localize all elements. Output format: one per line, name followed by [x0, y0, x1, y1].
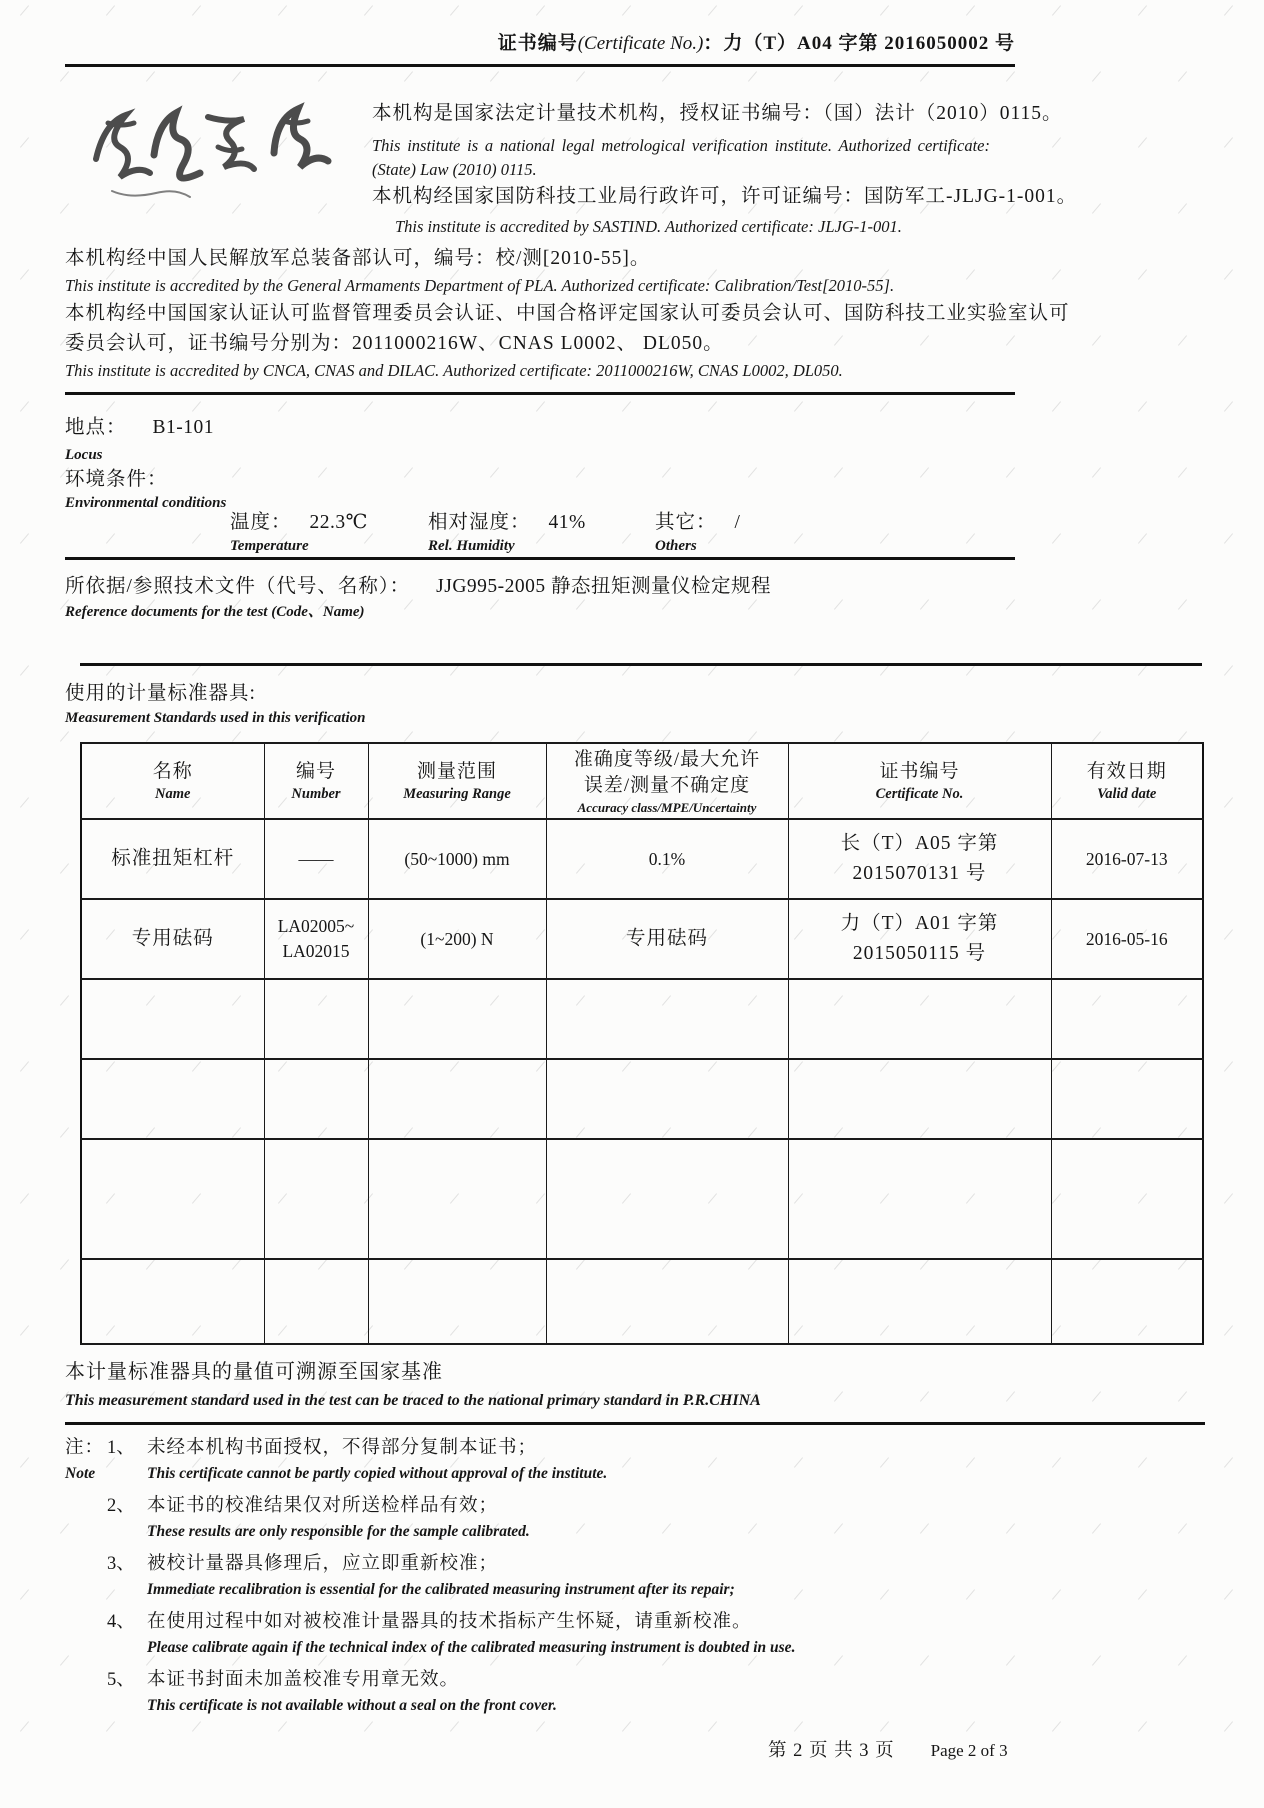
page-number-zh: 第 2 页 共 3 页	[768, 1741, 895, 1761]
watermark-mark	[920, 71, 929, 82]
watermark-mark	[748, 599, 757, 610]
watermark-mark	[1092, 467, 1101, 478]
watermark-mark	[1138, 401, 1147, 412]
environment-label-zh: 环境条件：	[65, 469, 168, 490]
note-5-en: This certificate is not available without a seal on the front cover.	[147, 1697, 557, 1714]
accreditation-p2-zh: 本机构经国家国防科技工业局行政许可，许可证编号：国防军工-JLJG-1-001。	[372, 186, 1078, 207]
temperature-label-en: Temperature	[230, 538, 309, 554]
watermark-mark	[490, 467, 499, 478]
others-label-zh: 其它：	[655, 512, 717, 533]
col-header-number	[264, 743, 368, 819]
watermark-mark	[1178, 467, 1187, 478]
table-row	[81, 819, 1203, 899]
col-valid-zh: 有效日期	[1086, 760, 1167, 782]
watermark-mark	[966, 533, 975, 544]
row2-number	[264, 899, 368, 979]
empty-cell	[81, 1139, 264, 1259]
watermark-mark	[576, 71, 585, 82]
traceability-zh: 本计量标准器具的量值可溯源至国家基准	[65, 1361, 443, 1383]
watermark-mark	[1092, 335, 1101, 346]
watermark-mark	[1138, 137, 1147, 148]
watermark-mark	[1052, 137, 1061, 148]
row2-certificate	[788, 899, 1051, 979]
watermark-mark	[1006, 71, 1015, 82]
watermark-mark	[880, 401, 889, 412]
empty-cell	[81, 1259, 264, 1344]
humidity-value: 41%	[548, 512, 586, 533]
watermark-mark	[748, 467, 757, 478]
watermark-mark	[1006, 1391, 1015, 1402]
watermark-mark	[794, 5, 803, 16]
table-empty-row	[81, 979, 1203, 1059]
accreditation-p3-zh: 本机构经中国人民解放军总装备部认可，编号：校/测[2010-55]。	[65, 248, 651, 269]
row1-number: ——	[264, 819, 368, 899]
watermark-mark	[106, 401, 115, 412]
watermark-mark	[536, 401, 545, 412]
watermark-mark	[794, 665, 803, 676]
watermark-mark	[192, 665, 201, 676]
watermark-mark	[920, 599, 929, 610]
watermark-mark	[364, 5, 373, 16]
watermark-mark	[192, 533, 201, 544]
accreditation-p2-en: This institute is accredited by SASTIND. Authorized certificate: JLJG-1-001.	[395, 217, 902, 236]
certificate-number-line	[65, 30, 1015, 58]
row1-accuracy: 0.1%	[546, 819, 788, 899]
watermark-mark	[278, 5, 287, 16]
watermark-mark	[1224, 137, 1233, 148]
watermark-mark	[364, 401, 373, 412]
watermark-mark	[1006, 599, 1015, 610]
empty-cell	[264, 979, 368, 1059]
watermark-mark	[536, 665, 545, 676]
watermark-mark	[920, 1391, 929, 1402]
watermark-mark	[232, 467, 241, 478]
note-3-number: 3、	[107, 1554, 135, 1574]
watermark-mark	[708, 5, 717, 16]
note-4-number: 4、	[107, 1612, 135, 1632]
watermark-mark	[450, 5, 459, 16]
watermark-mark	[966, 665, 975, 676]
certificate-number-value: 力（T）A04 字第 2016050002 号	[723, 33, 1015, 54]
table-header-row	[81, 743, 1203, 819]
watermark-mark	[1224, 1589, 1233, 1600]
watermark-mark	[60, 203, 69, 214]
watermark-mark	[1178, 335, 1187, 346]
watermark-mark	[1092, 71, 1101, 82]
watermark-mark	[490, 71, 499, 82]
empty-cell	[788, 1259, 1051, 1344]
watermark-mark	[920, 335, 929, 346]
watermark-mark	[450, 665, 459, 676]
empty-cell	[1051, 1059, 1203, 1139]
note-item-1	[107, 1436, 1175, 1494]
watermark-mark	[20, 1325, 29, 1336]
watermark-mark	[318, 71, 327, 82]
reference-line	[65, 574, 771, 600]
note-4-en: Please calibrate again if the technical index of the calibrated measuring instrument is doubted in use.	[147, 1639, 796, 1656]
watermark-mark	[60, 863, 69, 874]
watermark-mark	[146, 731, 155, 742]
standards-table	[80, 742, 1204, 1345]
note-2-en: These results are only responsible for the sample calibrated.	[147, 1523, 530, 1540]
watermark-mark	[404, 71, 413, 82]
watermark-mark	[622, 665, 631, 676]
accreditation-p1-en-line2: (State) Law (2010) 0115.	[372, 160, 537, 179]
col-certificate-zh: 证书编号	[879, 760, 960, 782]
empty-cell	[788, 1139, 1051, 1259]
col-header-valid-date	[1051, 743, 1203, 819]
note-5-number: 5、	[107, 1670, 135, 1690]
watermark-mark	[20, 137, 29, 148]
certificate-number-label-zh: 证书编号	[497, 33, 578, 54]
watermark-mark	[364, 665, 373, 676]
section-divider-1	[65, 392, 1015, 395]
watermark-mark	[622, 401, 631, 412]
col-certificate-en: Certificate No.	[875, 785, 964, 802]
row2-accuracy: 专用砝码	[546, 899, 788, 979]
watermark-mark	[1224, 1457, 1233, 1468]
watermark-mark	[278, 665, 287, 676]
note-1-number: 1、	[107, 1438, 135, 1458]
watermark-mark	[106, 533, 115, 544]
table-row	[81, 899, 1203, 979]
watermark-mark	[662, 599, 671, 610]
watermark-mark	[404, 467, 413, 478]
watermark-mark	[662, 467, 671, 478]
humidity-group	[428, 510, 586, 556]
empty-cell	[1051, 979, 1203, 1059]
watermark-mark	[1224, 1721, 1233, 1732]
watermark-mark	[60, 71, 69, 82]
watermark-mark	[20, 5, 29, 16]
watermark-mark	[404, 599, 413, 610]
section-divider-2	[65, 557, 1015, 560]
watermark-mark	[1052, 269, 1061, 280]
watermark-mark	[146, 71, 155, 82]
col-header-accuracy	[546, 743, 788, 819]
empty-cell	[546, 1139, 788, 1259]
watermark-mark	[490, 731, 499, 742]
reference-label-en: Reference documents for the test (Code、Name)	[65, 604, 365, 620]
accreditation-p1-en-line1: This institute is a national legal metrological verification institute. Authorized certificate:	[372, 136, 990, 155]
watermark-mark	[662, 71, 671, 82]
watermark-mark	[1052, 665, 1061, 676]
watermark-mark	[1224, 1061, 1233, 1072]
watermark-mark	[1224, 1325, 1233, 1336]
watermark-mark	[576, 599, 585, 610]
row2-range: (1~200) N	[368, 899, 546, 979]
col-header-name	[81, 743, 264, 819]
others-value: /	[734, 512, 741, 533]
environment-label-en: Environmental conditions	[65, 495, 227, 511]
col-range-en: Measuring Range	[403, 785, 511, 802]
notes-label-zh: 注：	[65, 1438, 105, 1458]
watermark-mark	[1052, 533, 1061, 544]
watermark-mark	[1178, 1655, 1187, 1666]
watermark-mark	[1224, 533, 1233, 544]
watermark-mark	[662, 731, 671, 742]
col-header-range	[368, 743, 546, 819]
accreditation-p4-en: This institute is accredited by CNCA, CNAS and DILAC. Authorized certificate: 2011000216W, CNAS L0002, DL050.	[65, 361, 843, 380]
empty-cell	[546, 979, 788, 1059]
watermark-mark	[834, 1391, 843, 1402]
watermark-mark	[1224, 665, 1233, 676]
watermark-mark	[318, 467, 327, 478]
watermark-mark	[576, 467, 585, 478]
watermark-mark	[1178, 1391, 1187, 1402]
temperature-value: 22.3℃	[309, 512, 368, 533]
empty-cell	[264, 1059, 368, 1139]
humidity-label-en: Rel. Humidity	[428, 538, 515, 554]
header-divider	[65, 64, 1015, 67]
watermark-mark	[794, 401, 803, 412]
watermark-mark	[1138, 533, 1147, 544]
watermark-mark	[1224, 797, 1233, 808]
watermark-mark	[708, 665, 717, 676]
empty-cell	[546, 1259, 788, 1344]
note-2-zh: 本证书的校准结果仅对所送检样品有效；	[147, 1496, 499, 1516]
locus-line	[65, 415, 214, 441]
watermark-mark	[748, 731, 757, 742]
watermark-mark	[490, 599, 499, 610]
col-valid-en: Valid date	[1097, 785, 1157, 802]
watermark-mark	[834, 71, 843, 82]
watermark-mark	[1178, 203, 1187, 214]
watermark-mark	[20, 533, 29, 544]
row2-valid-date: 2016-05-16	[1051, 899, 1203, 979]
watermark-mark	[1224, 929, 1233, 940]
watermark-mark	[880, 665, 889, 676]
watermark-mark	[1092, 203, 1101, 214]
row2-name: 专用砝码	[81, 899, 264, 979]
empty-cell	[546, 1059, 788, 1139]
standards-title-zh: 使用的计量标准器具:	[65, 683, 256, 704]
temperature-label-zh: 温度：	[230, 512, 292, 533]
row1-cert-line2: 2015070131 号	[852, 863, 987, 884]
watermark-mark	[966, 401, 975, 412]
col-accuracy-zh-1: 准确度等级/最大允许	[573, 748, 761, 770]
watermark-mark	[920, 731, 929, 742]
watermark-mark	[1224, 5, 1233, 16]
note-4-zh: 在使用过程中如对被校准计量器具的技术指标产生怀疑，请重新校准。	[147, 1612, 752, 1632]
watermark-mark	[1006, 335, 1015, 346]
empty-cell	[264, 1259, 368, 1344]
watermark-mark	[748, 71, 757, 82]
empty-cell	[81, 1059, 264, 1139]
col-accuracy-zh-2: 误差/测量不确定度	[583, 774, 751, 796]
row1-range: (50~1000) mm	[368, 819, 546, 899]
watermark-mark	[1092, 731, 1101, 742]
watermark-mark	[966, 5, 975, 16]
watermark-mark	[1178, 1523, 1187, 1534]
col-range-zh: 测量范围	[416, 760, 497, 782]
watermark-mark	[20, 1193, 29, 1204]
note-1-en: This certificate cannot be partly copied without approval of the institute.	[147, 1465, 608, 1482]
watermark-mark	[404, 731, 413, 742]
watermark-mark	[20, 401, 29, 412]
standards-title-en: Measurement Standards used in this verification	[65, 710, 366, 726]
reference-value: JJG995-2005 静态扭矩测量仪检定规程	[436, 576, 772, 597]
watermark-mark	[450, 401, 459, 412]
watermark-mark	[834, 335, 843, 346]
col-header-certificate	[788, 743, 1051, 819]
empty-cell	[1051, 1139, 1203, 1259]
watermark-mark	[60, 995, 69, 1006]
locus-value: B1-101	[152, 417, 215, 438]
note-3-zh: 被校计量器具修理后，应立即重新校准；	[147, 1554, 499, 1574]
watermark-mark	[834, 467, 843, 478]
col-accuracy-en: Accuracy class/MPE/Uncertainty	[577, 799, 757, 815]
watermark-mark	[1092, 1391, 1101, 1402]
others-group	[655, 510, 740, 556]
watermark-mark	[60, 1127, 69, 1138]
empty-cell	[368, 1259, 546, 1344]
col-name-zh: 名称	[152, 760, 193, 782]
section-divider-4	[65, 1422, 1205, 1425]
watermark-mark	[318, 731, 327, 742]
watermark-mark	[880, 5, 889, 16]
watermark-mark	[1224, 1193, 1233, 1204]
accreditation-p4-zh-line2: 委员会认可，证书编号分别为：2011000216W、CNAS L0002、 DL050。	[65, 333, 724, 354]
empty-cell	[1051, 1259, 1203, 1344]
watermark-mark	[20, 1061, 29, 1072]
reference-label-zh: 所依据/参照技术文件（代号、名称）：	[65, 576, 411, 597]
notes-label-en: Note	[65, 1465, 96, 1482]
note-3-en: Immediate recalibration is essential for the calibrated measuring instrument after its repair;	[147, 1581, 735, 1598]
watermark-mark	[106, 665, 115, 676]
watermark-mark	[60, 1259, 69, 1270]
watermark-mark	[232, 71, 241, 82]
watermark-mark	[60, 731, 69, 742]
section-divider-3	[80, 663, 1202, 666]
col-name-en: Name	[155, 785, 191, 802]
watermark-mark	[1138, 665, 1147, 676]
watermark-mark	[966, 269, 975, 280]
table-empty-row	[81, 1259, 1203, 1344]
row2-number-line1: LA02005~	[277, 916, 355, 936]
locus-label-zh: 地点：	[65, 417, 127, 438]
table-empty-row	[81, 1059, 1203, 1139]
empty-cell	[264, 1139, 368, 1259]
watermark-mark	[1178, 731, 1187, 742]
watermark-mark	[794, 533, 803, 544]
row1-cert-line1: 长（T）A05 字第	[840, 833, 999, 854]
note-2-number: 2、	[107, 1496, 135, 1516]
row2-cert-line2: 2015050115 号	[852, 943, 987, 964]
watermark-mark	[1138, 269, 1147, 280]
watermark-mark	[1092, 599, 1101, 610]
watermark-mark	[1052, 5, 1061, 16]
watermark-mark	[106, 5, 115, 16]
traceability-en: This measurement standard used in the test can be traced to the national primary standard in P.R.CHINA	[65, 1392, 761, 1409]
note-item-5	[107, 1668, 1175, 1726]
watermark-mark	[20, 1457, 29, 1468]
accreditation-p3-en: This institute is accredited by the General Armaments Department of PLA. Authorized certificate: Calibration/Test[2010-55].	[65, 276, 895, 295]
watermark-mark	[20, 929, 29, 940]
col-number-en: Number	[291, 785, 341, 802]
watermark-mark	[748, 335, 757, 346]
watermark-mark	[192, 401, 201, 412]
watermark-mark	[1006, 731, 1015, 742]
note-5-zh: 本证书封面未加盖校准专用章无效。	[147, 1670, 460, 1690]
table-empty-row	[81, 1139, 1203, 1259]
watermark-mark	[1006, 467, 1015, 478]
col-number-zh: 编号	[295, 760, 336, 782]
institute-seal-calligraphy	[78, 95, 336, 213]
watermark-mark	[20, 1589, 29, 1600]
temperature-group	[230, 510, 368, 556]
empty-cell	[368, 1139, 546, 1259]
watermark-mark	[576, 731, 585, 742]
notes-block	[65, 1436, 1175, 1726]
note-item-4	[107, 1610, 1175, 1668]
row1-name: 标准扭矩杠杆	[81, 819, 264, 899]
row1-valid-date: 2016-07-13	[1051, 819, 1203, 899]
accreditation-p4-zh-line1: 本机构经中国国家认证认可监督管理委员会认证、中国合格评定国家认可委员会认可、国防科技工业实验室认可	[65, 303, 1070, 324]
empty-cell	[368, 1059, 546, 1139]
watermark-mark	[1224, 269, 1233, 280]
empty-cell	[788, 979, 1051, 1059]
watermark-mark	[1178, 599, 1187, 610]
watermark-mark	[1178, 71, 1187, 82]
humidity-label-zh: 相对湿度：	[428, 512, 531, 533]
certificate-number-label-en: (Certificate No.)	[577, 33, 704, 54]
watermark-mark	[622, 533, 631, 544]
watermark-mark	[278, 401, 287, 412]
note-item-2	[107, 1494, 1175, 1552]
watermark-mark	[20, 1721, 29, 1732]
certificate-number-colon: ：	[703, 33, 724, 54]
others-label-en: Others	[655, 538, 697, 554]
note-item-3	[107, 1552, 1175, 1610]
watermark-mark	[536, 5, 545, 16]
row2-cert-line1: 力（T）A01 字第	[840, 913, 999, 934]
accreditation-p1-zh: 本机构是国家法定计量技术机构，授权证书编号：（国）法计（2010）0115。	[372, 103, 1063, 124]
watermark-mark	[1224, 401, 1233, 412]
watermark-mark	[1138, 5, 1147, 16]
empty-cell	[788, 1059, 1051, 1139]
watermark-mark	[834, 599, 843, 610]
watermark-mark	[1052, 401, 1061, 412]
watermark-mark	[622, 5, 631, 16]
row1-certificate	[788, 819, 1051, 899]
watermark-mark	[192, 5, 201, 16]
page-number-line	[768, 1736, 1008, 1762]
watermark-mark	[232, 731, 241, 742]
watermark-mark	[20, 269, 29, 280]
watermark-mark	[708, 401, 717, 412]
locus-label-en: Locus	[65, 447, 103, 463]
empty-cell	[81, 979, 264, 1059]
row2-number-line2: LA02015	[282, 941, 350, 961]
watermark-mark	[920, 467, 929, 478]
watermark-mark	[834, 731, 843, 742]
empty-cell	[368, 979, 546, 1059]
note-1-zh: 未经本机构书面授权，不得部分复制本证书；	[147, 1438, 538, 1458]
watermark-mark	[20, 797, 29, 808]
watermark-mark	[20, 665, 29, 676]
page-number-en: Page 2 of 3	[930, 1741, 1008, 1760]
watermark-mark	[880, 533, 889, 544]
